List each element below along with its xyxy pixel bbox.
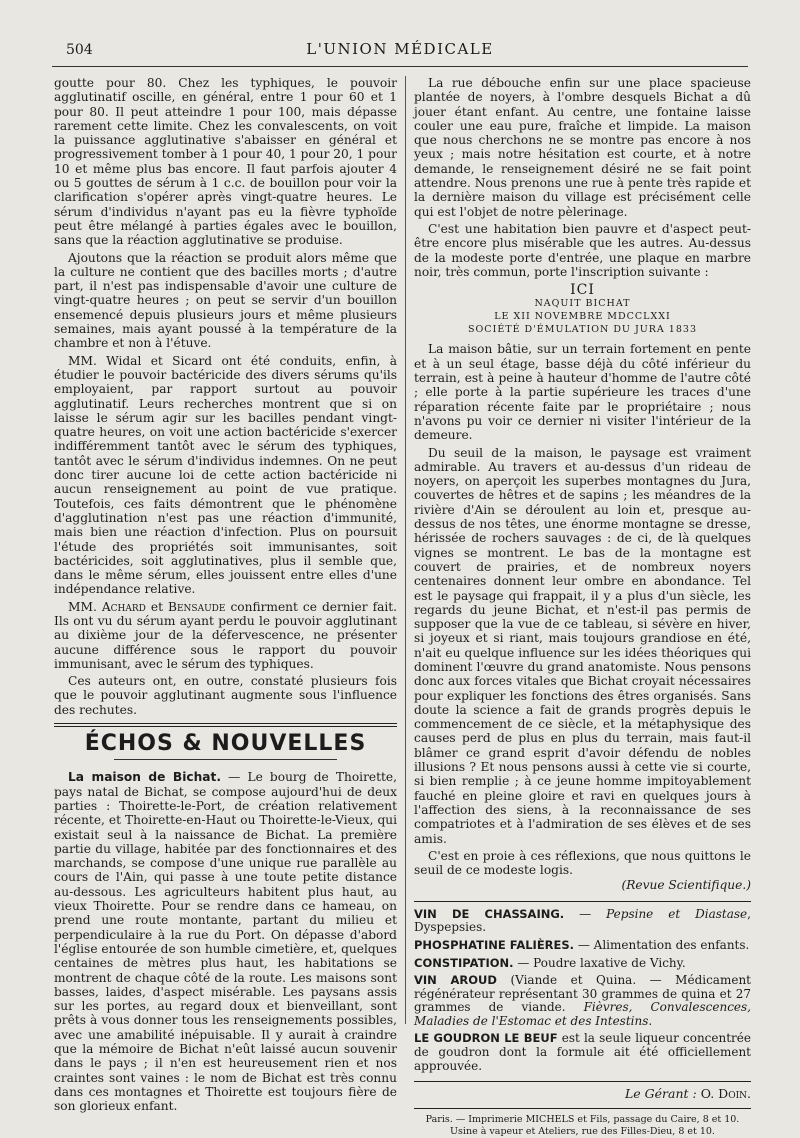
paragraph: Du seuil de la maison, le paysage est vraiment admirable. Au travers et au-dessus d'un rideau de noyers, on aperçoit les superbes montagnes du Jura, couvertes de hêtres et de sapins ; les méandres de la rivière d'Ain se déroulent au loin et, presque au-dessus de nos têtes, une énorme montagne se dresse, hérissée de rochers sauvages : de ci, de là quelques vignes se montrent. Le bas de la montagne est couvert de prairies, et de nombreux noyers centenaires donnent leur ombre en abondance. Tel est le paysage qui frappait, il y a plus d'un siècle, les regards du jeune Bichat, et n'est-il pas permis de supposer que la vue de ce tableau, si sévère en hiver, si joyeux et si riant, mais toujours grandiose en été, n'ait eu quelque influence sur les idées théoriques qui dominent l'œuvre du grand anatomiste. Nous pensons donc aux forces vitales que Bichat croyait nécessaires pour expliquer les fonctions des êtres organisés. Sans doute la science a fait de grands progrès depuis le commencement de ce siècle, et la métaphysique des causes perd de plus en plus du terrain, mais faut-il blâmer ce grand esprit d'avoir défendu de nobles illusions ? Et nous pensons aussi à cette vie si courte, si bien remplie ; à ce jeune homme impitoyablement fauché en pleine gloire et ravi en quelques jours à l'affection des siens, à la reconnaissance de ses compatriotes et à l'admiration de ses élèves et de ses amis. (414, 445, 751, 846)
inscription-line: ICI (570, 282, 595, 299)
advertisement (414, 1032, 751, 1073)
paragraph: C'est en proie à ces réflexions, que nous quittons le seuil de ce modeste logis. (414, 848, 751, 878)
section-divider (54, 723, 397, 727)
gerant-name: O. Doin. (700, 1086, 751, 1102)
advertisement (414, 939, 751, 953)
ad-text: — Poudre laxative de Vichy. (513, 955, 686, 970)
ad-text-end: . (648, 1013, 653, 1028)
ad-brand: LE GOUDRON LE BEUF (414, 1031, 558, 1046)
ad-text: — Alimentation des enfants. (574, 937, 750, 952)
author-achard: Achard (101, 599, 146, 614)
ad-emphasis: Fièvres, Convalescences, Maladies de l'Estomac et des Intestins (414, 1000, 751, 1028)
printer-line: Paris. — Imprimerie MICHELS et Fils, passage du Caire, 8 et 10. (425, 1113, 740, 1125)
author-bensaude: Bensaude (168, 599, 226, 614)
column-divider (405, 76, 406, 1024)
ad-text: est la seule liqueur concentrée de goudron dont la formule ait été officiellement approuvée. (414, 1031, 751, 1073)
advertisements (414, 901, 751, 1074)
paragraph: C'est une habitation bien pauvre et d'aspect peut-être encore plus misérable que les autres. Au-dessus de la modeste porte d'entrée, une plaque en marbre noir, très commun, porte l'inscription suivante : (414, 221, 751, 279)
paragraph-text: confirment ce dernier fait. Ils ont vu du sérum ayant perdu le pouvoir agglutinant au dixième jour de la défervescence, ne présenter aucune différence sous le rapport du pouvoir immunisant, avec le sérum des typhiques. (54, 599, 398, 671)
advertisement (414, 908, 751, 935)
page-header (0, 38, 800, 64)
printer-imprint (414, 1108, 751, 1138)
gerant-label: Le Gérant : (624, 1086, 697, 1102)
ad-text-end: , Dyspepsies. (414, 906, 751, 935)
ad-text: (Viande et Quina. — Médicament régénérateur représentant 30 grammes de quina et 27 grammes de viande. (414, 973, 751, 1015)
right-column (414, 76, 751, 1138)
news-item-title: La maison de Bichat. (68, 770, 221, 785)
paragraph-conj: et (150, 599, 163, 614)
inscription-line: LE XII NOVEMBRE MDCCLXXI (494, 311, 671, 323)
paragraph: La maison bâtie, sur un terrain fortement en pente et à un seul étage, basse déjà du côté inférieur du terrain, est à peine à hauteur d'homme de l'autre côté ; elle porte à la partie supérieure les traces d'une réparation récente faite par le propriétaire ; nous n'avons pu voir ce dernier ni visiter l'intérieur de la demeure. (414, 342, 751, 443)
paragraph: Ajoutons que la réaction se produit alors même que la culture ne contient que des bacilles morts ; d'autre part, il n'est pas indispensable d'avoir une culture de vingt-quatre heures ; on peut se servir d'un bouillon ensemencé depuis plusieurs jours et même plusieurs semaines, mais ayant poussé à la température de la chambre et non à l'étuve. (54, 250, 397, 351)
paragraph: Ces auteurs ont, en outre, constaté plusieurs fois que le pouvoir agglutinant augmente sous l'influence des rechutes. (54, 674, 397, 717)
page-number: 504 (66, 42, 93, 58)
article-source: (Revue Scientifique.) (621, 878, 751, 893)
ad-brand: VIN DE CHASSAING. (414, 906, 565, 921)
inscription-line: NAQUIT BICHAT (534, 298, 631, 310)
ad-brand: CONSTIPATION. (414, 955, 514, 970)
ad-text: — (564, 906, 607, 921)
news-item (54, 770, 397, 1113)
ad-emphasis: Pepsine et Diastase (606, 906, 748, 921)
section-title-rule (114, 759, 337, 760)
gerant-line (414, 1081, 751, 1101)
paragraph-prefix: MM. (68, 599, 97, 614)
ad-brand: PHOSPHATINE FALIÈRES. (414, 937, 575, 952)
ad-brand: VIN AROUD (414, 973, 497, 988)
paragraph: La rue débouche enfin sur une place spacieuse plantée de noyers, à l'ombre desquels Bichat a dû jouer étant enfant. Au centre, une fontaine laisse couler une eau pure, fraîche et limpide. La maison que nous cherchons ne se montre pas encore à nos yeux ; mais notre hésitation est courte, et à notre demande, le renseignement désiré ne se fait point attendre. Nous prenons une rue à pente très rapide et la dernière maison du village est précisément celle qui est l'objet de notre pèlerinage. (414, 76, 751, 219)
advertisement (414, 974, 751, 1028)
paragraph: MM. Widal et Sicard ont été conduits, enfin, à étudier le pouvoir bactéricide des divers sérums qu'ils employaient, par rapport surtout au pouvoir agglutinatif. Leurs recherches montrent que si on laisse le sérum agir sur les bacilles pendant vingt-quatre heures, on voit une action bactéricide s'exercer indifféremment tantôt avec le sérum des typhiques, tantôt avec le sérum d'individus indemnes. On ne peut donc tirer aucune loi de cette action bactéricide ni aucun renseignement au point de vue pratique. Toutefois, ces faits démontrent que le phénomène d'agglutination n'est pas une réaction d'immunité, mais bien une réaction d'infection. Plus on poursuit l'étude des propriétés soit immunisantes, soit bactéricides, soit agglutinatives, plus il semble que, dans le même sérum, elles jouissent entre elles d'une indépendance relative. (54, 353, 397, 597)
header-rule (52, 66, 748, 67)
paragraph: goutte pour 80. Chez les typhiques, le pouvoir agglutinatif oscille, en général, entre 1 pour 60 et 1 pour 80. Il peut atteindre 1 pour 100, mais dépasse rarement cette limite. Chez les convalescents, on voit la puissance agglutinative s'abaisser en général et progressivement tomber à 1 pour 40, 1 pour 20, 1 pour 10 et même plus bas encore. Il faut parfois ajouter 4 ou 5 gouttes de sérum à 1 c.c. de bouillon pour voir la clarification s'opérer après vingt-quatre heures. Le sérum d'individus n'ayant pas eu la fièvre typhoïde peut être mélangé à parties égales avec le bouillon, sans que la réaction agglutinative se produise. (54, 76, 397, 248)
journal-title: L'UNION MÉDICALE (306, 40, 494, 58)
plaque-inscription (414, 283, 751, 336)
section-title: ÉCHOS & NOUVELLES (84, 731, 367, 757)
news-item-body: — Le bourg de Thoirette, pays natal de Bichat, se compose aujourd'hui de deux parties : Thoirette-le-Port, de création relativement récente, et Thoirette-en-Haut ou Thoirette-le-Vieux, qui existait seul à la naissance de Bichat. La première partie du village, habitée par des fonctionnaires et des marchands, se compose d'une unique rue parallèle au cours de l'Ain, qui passe à une toute petite distance au-dessous. Les agriculteurs habitent plus haut, au vieux Thoirette. Pour se rendre dans ce hameau, on prend une route montante, partant du milieu et perpendiculaire à la rue du Port. On dépasse d'abord l'église entourée de son humble cimetière, et, quelques centaines de mètres plus haut, les habitations se montrent de chaque côté de la route. Les maisons sont basses, laides, d'aspect misérable. Les paysans assis sur les portes, au regard doux et bienveillant, sont prêts à vous donner tous les renseignements possibles, avec une amabilité inépuisable. Il y aurait à craindre que la mémoire de Bichat n'eût laissé aucun souvenir dans le pays ; il n'en est heureusement rien et nos craintes sont vaines : le nom de Bichat est très connu dans ces montagnes et Thoirette est toujours fière de son glorieux enfant. (54, 770, 397, 1114)
advertisement (414, 957, 751, 971)
paragraph (54, 600, 397, 671)
left-column (54, 76, 397, 1116)
printer-line: Usine à vapeur et Ateliers, rue des Filles-Dieu, 8 et 10. (450, 1125, 715, 1137)
inscription-line: SOCIÉTÉ D'ÉMULATION DU JURA 1833 (468, 324, 697, 336)
